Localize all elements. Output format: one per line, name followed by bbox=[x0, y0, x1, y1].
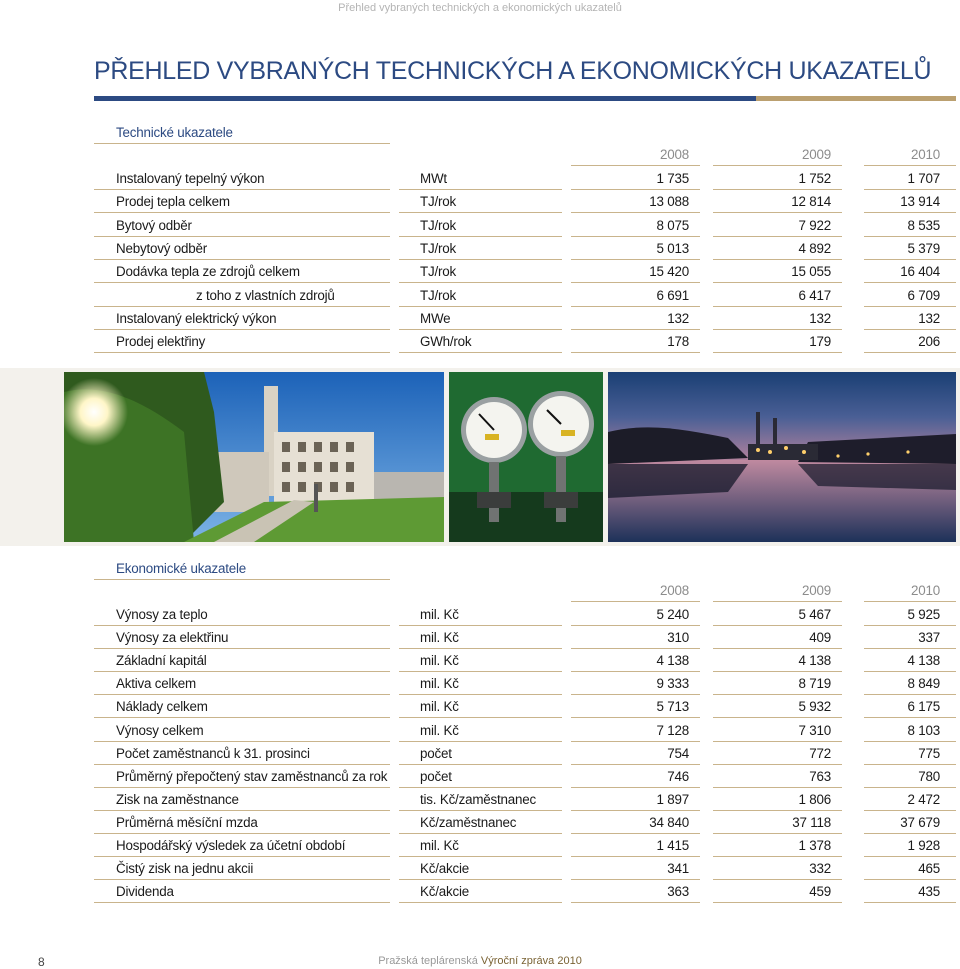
technical-row-label: Instalovaný elektrický výkon bbox=[116, 310, 277, 326]
economic-row bbox=[94, 768, 956, 788]
technical-row-value-2009: 1 752 bbox=[798, 171, 831, 186]
economic-row-value-2010: 337 bbox=[918, 630, 940, 646]
technical-row bbox=[94, 287, 956, 307]
technical-row-value-2009: 15 055 bbox=[791, 264, 831, 280]
economic-row-value-2008: 341 bbox=[667, 861, 689, 877]
technical-row-value-2008: 15 420 bbox=[649, 264, 689, 280]
economic-row-unit: Kč/akcie bbox=[420, 884, 470, 900]
economic-row-unit: mil. Kč bbox=[420, 653, 459, 669]
technical-row bbox=[94, 193, 956, 213]
technical-year-2010: 2010 bbox=[911, 147, 940, 162]
technical-row-value-2010: 13 914 bbox=[900, 194, 940, 210]
economic-row-value-2008: 34 840 bbox=[649, 814, 689, 830]
economic-row-value-2010: 780 bbox=[918, 768, 940, 784]
economic-row-value-2008: 5 713 bbox=[656, 699, 689, 715]
technical-row bbox=[94, 217, 956, 237]
technical-row-value-2009: 7 922 bbox=[798, 217, 831, 233]
economic-row-value-2008: 4 138 bbox=[656, 653, 689, 669]
economic-row-unit: mil. Kč bbox=[420, 722, 459, 738]
technical-row-unit: MWe bbox=[420, 310, 451, 326]
economic-row-value-2009: 763 bbox=[809, 768, 831, 784]
economic-row bbox=[94, 606, 956, 626]
economic-row-value-2009: 37 118 bbox=[792, 814, 831, 830]
technical-heading: Technické ukazatele bbox=[116, 125, 233, 140]
economic-row-value-2010: 37 679 bbox=[900, 814, 940, 830]
economic-row-label: Náklady celkem bbox=[116, 699, 208, 715]
economic-row-value-2010: 8 103 bbox=[907, 722, 940, 738]
technical-row-unit: TJ/rok bbox=[420, 287, 456, 303]
footer bbox=[0, 955, 960, 967]
economic-row bbox=[94, 883, 956, 903]
technical-row-label: Dodávka tepla ze zdrojů celkem bbox=[116, 264, 300, 280]
economic-row-value-2008: 754 bbox=[667, 745, 689, 761]
economic-row-label: Výnosy za elektřinu bbox=[116, 630, 229, 646]
economic-row bbox=[94, 860, 956, 880]
technical-row-value-2009: 4 892 bbox=[798, 240, 831, 256]
economic-row-value-2010: 465 bbox=[918, 861, 940, 877]
technical-row bbox=[94, 310, 956, 330]
economic-row-value-2009: 772 bbox=[809, 745, 831, 761]
technical-year-header bbox=[94, 146, 956, 166]
gauges-photo bbox=[449, 372, 603, 542]
economic-row-label: Zisk na zaměstnance bbox=[116, 791, 239, 807]
economic-row bbox=[94, 698, 956, 718]
technical-row-label: Nebytový odběr bbox=[116, 240, 207, 256]
economic-row-label: Základní kapitál bbox=[116, 653, 207, 669]
economic-row-value-2009: 409 bbox=[809, 630, 831, 646]
technical-row bbox=[94, 240, 956, 260]
technical-row-value-2010: 5 379 bbox=[907, 240, 940, 256]
economic-row-unit: Kč/zaměstnanec bbox=[420, 814, 517, 830]
economic-row-label: Hospodářský výsledek za účetní období bbox=[116, 838, 346, 853]
technical-row-unit: TJ/rok bbox=[420, 264, 456, 280]
technical-row-value-2010: 16 404 bbox=[900, 264, 940, 280]
technical-row-value-2008: 5 013 bbox=[656, 240, 689, 256]
economic-row bbox=[94, 791, 956, 811]
tech-heading-rule bbox=[94, 124, 956, 144]
economic-row-unit: počet bbox=[420, 745, 452, 761]
technical-row-value-2008: 132 bbox=[667, 310, 689, 326]
technical-row-value-2008: 178 bbox=[667, 334, 689, 350]
title-rule bbox=[94, 96, 956, 101]
economic-row-value-2010: 8 849 bbox=[907, 676, 940, 692]
economic-row-value-2010: 4 138 bbox=[907, 653, 940, 669]
technical-row-label: z toho z vlastních zdrojů bbox=[196, 287, 335, 303]
economic-row-label: Dividenda bbox=[116, 884, 174, 900]
technical-row-unit: TJ/rok bbox=[420, 240, 456, 256]
economic-year-header bbox=[94, 582, 956, 602]
building-photo bbox=[64, 372, 444, 542]
economic-row-value-2009: 1 378 bbox=[798, 838, 831, 853]
economic-row-value-2009: 1 806 bbox=[798, 791, 831, 807]
economic-row bbox=[94, 675, 956, 695]
technical-row-label: Instalovaný tepelný výkon bbox=[116, 171, 265, 186]
economic-row-value-2008: 1 897 bbox=[656, 791, 689, 807]
footer-report: Výroční zpráva 2010 bbox=[480, 955, 582, 967]
economic-row-value-2008: 7 128 bbox=[656, 722, 689, 738]
economic-row-value-2008: 5 240 bbox=[656, 607, 689, 622]
economic-row-label: Počet zaměstnanců k 31. prosinci bbox=[116, 745, 310, 761]
technical-row-unit: GWh/rok bbox=[420, 334, 472, 350]
technical-row-label: Prodej tepla celkem bbox=[116, 194, 230, 210]
economic-row-value-2009: 332 bbox=[809, 861, 831, 877]
economic-row bbox=[94, 629, 956, 649]
economic-row-unit: mil. Kč bbox=[420, 630, 459, 646]
economic-row-label: Výnosy za teplo bbox=[116, 607, 208, 622]
economic-row-value-2009: 5 932 bbox=[798, 699, 831, 715]
technical-year-2008: 2008 bbox=[660, 147, 689, 162]
technical-row-value-2008: 1 735 bbox=[656, 171, 689, 186]
economic-heading: Ekonomické ukazatele bbox=[116, 561, 246, 576]
page-number: 8 bbox=[38, 955, 45, 969]
economic-row-label: Průměrná měsíční mzda bbox=[116, 814, 258, 830]
economic-row bbox=[94, 722, 956, 742]
technical-row-value-2010: 6 709 bbox=[907, 287, 940, 303]
technical-row bbox=[94, 333, 956, 353]
technical-row-label: Prodej elektřiny bbox=[116, 334, 206, 350]
economic-row-value-2009: 8 719 bbox=[798, 676, 831, 692]
technical-row-value-2008: 8 075 bbox=[656, 217, 689, 233]
technical-row-value-2008: 13 088 bbox=[649, 194, 689, 210]
economic-row-value-2008: 746 bbox=[667, 768, 689, 784]
economic-row-value-2008: 1 415 bbox=[656, 838, 689, 853]
economic-row-label: Čistý zisk na jednu akcii bbox=[116, 861, 254, 877]
economic-row-value-2010: 5 925 bbox=[907, 607, 940, 622]
technical-row-unit: TJ/rok bbox=[420, 217, 456, 233]
economic-row-value-2009: 5 467 bbox=[798, 607, 831, 622]
economic-year-2008: 2008 bbox=[660, 583, 689, 598]
economic-row-value-2010: 775 bbox=[918, 745, 940, 761]
photo-strip bbox=[0, 368, 960, 546]
river-night-photo bbox=[608, 372, 956, 542]
economic-row-label: Průměrný přepočtený stav zaměstnanců za rok bbox=[116, 768, 388, 784]
economic-row-unit: mil. Kč bbox=[420, 676, 459, 692]
economic-row-value-2010: 6 175 bbox=[907, 699, 940, 715]
technical-row-value-2010: 8 535 bbox=[907, 217, 940, 233]
footer-company: Pražská teplárenská bbox=[378, 955, 478, 967]
technical-row-unit: TJ/rok bbox=[420, 194, 456, 210]
technical-row-value-2008: 6 691 bbox=[656, 287, 689, 303]
economic-row-value-2010: 1 928 bbox=[907, 838, 940, 853]
running-head: Přehled vybraných technických a ekonomických ukazatelů bbox=[338, 2, 622, 14]
economic-row-unit: mil. Kč bbox=[420, 607, 459, 622]
economic-row-unit: Kč/akcie bbox=[420, 861, 470, 877]
economic-row-value-2008: 363 bbox=[667, 884, 689, 900]
technical-row-value-2009: 6 417 bbox=[798, 287, 831, 303]
economic-row bbox=[94, 837, 956, 857]
technical-row bbox=[94, 170, 956, 190]
page-title: PŘEHLED VYBRANÝCH TECHNICKÝCH A EKONOMICKÝCH UKAZATELŮ bbox=[94, 57, 932, 85]
technical-row-value-2009: 132 bbox=[809, 310, 831, 326]
technical-row-value-2010: 1 707 bbox=[907, 171, 940, 186]
economic-row-value-2010: 2 472 bbox=[907, 791, 940, 807]
technical-row-label: Bytový odběr bbox=[116, 217, 192, 233]
technical-row bbox=[94, 263, 956, 283]
econ-heading-rule bbox=[94, 560, 956, 580]
technical-row-value-2009: 179 bbox=[809, 334, 831, 350]
economic-row-value-2009: 459 bbox=[809, 884, 831, 900]
economic-row bbox=[94, 814, 956, 834]
economic-row-value-2008: 310 bbox=[667, 630, 689, 646]
economic-row-value-2010: 435 bbox=[918, 884, 940, 900]
economic-row bbox=[94, 652, 956, 672]
economic-row-value-2009: 7 310 bbox=[798, 722, 831, 738]
economic-row-unit: mil. Kč bbox=[420, 699, 459, 715]
economic-row-value-2008: 9 333 bbox=[656, 676, 689, 692]
economic-year-2010: 2010 bbox=[911, 583, 940, 598]
economic-year-2009: 2009 bbox=[802, 583, 831, 598]
technical-row-value-2010: 206 bbox=[918, 334, 940, 350]
technical-row-unit: MWt bbox=[420, 171, 447, 186]
economic-row-value-2009: 4 138 bbox=[798, 653, 831, 669]
economic-row bbox=[94, 745, 956, 765]
economic-row-unit: tis. Kč/zaměstnanec bbox=[420, 791, 537, 807]
technical-row-value-2009: 12 814 bbox=[791, 194, 831, 210]
technical-year-2009: 2009 bbox=[802, 147, 831, 162]
technical-row-value-2010: 132 bbox=[918, 310, 940, 326]
economic-row-label: Výnosy celkem bbox=[116, 722, 204, 738]
economic-row-label: Aktiva celkem bbox=[116, 676, 196, 692]
economic-row-unit: mil. Kč bbox=[420, 838, 459, 853]
economic-row-unit: počet bbox=[420, 768, 452, 784]
